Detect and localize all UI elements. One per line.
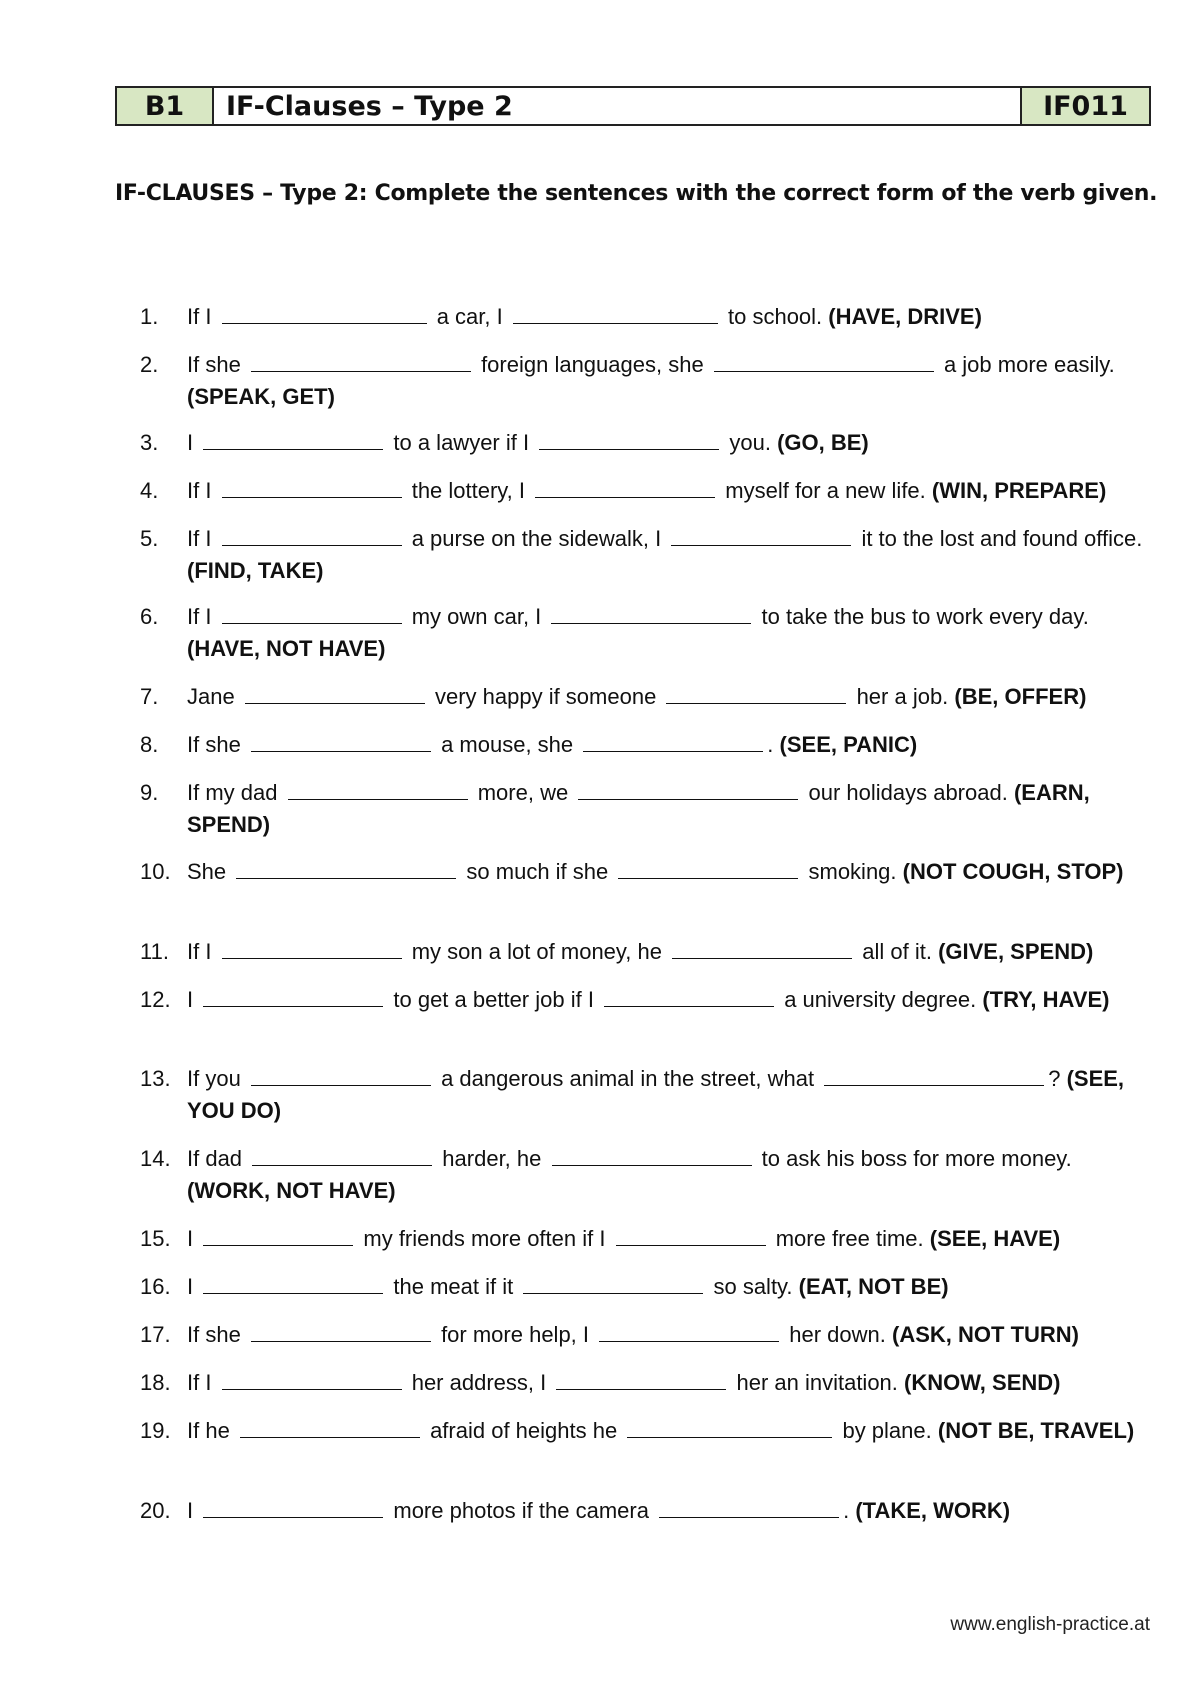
- sentence-part: more free time.: [775, 1226, 924, 1251]
- sentence-part: by plane.: [842, 1418, 932, 1443]
- sentence-part: harder, he: [442, 1146, 542, 1171]
- answer-blank[interactable]: [203, 1229, 353, 1246]
- sentence-part: a dangerous animal in the street, what: [441, 1066, 815, 1091]
- answer-blank[interactable]: [251, 1069, 431, 1086]
- sentence-part: the lottery, I: [411, 478, 526, 503]
- sentence-part: If I: [187, 604, 212, 629]
- exercise-item: [140, 475, 1150, 507]
- answer-blank[interactable]: [222, 607, 402, 624]
- sentence-part: If I: [187, 526, 212, 551]
- item-number: 11.: [140, 939, 169, 964]
- answer-blank[interactable]: [556, 1373, 726, 1390]
- sentence-part: .: [843, 1498, 850, 1523]
- sentence-part: She: [187, 859, 227, 884]
- sentence-part: so salty.: [713, 1274, 793, 1299]
- exercise-item: [140, 984, 1150, 1016]
- item-number: 18.: [140, 1370, 171, 1395]
- sentence-part: If she: [187, 732, 241, 757]
- sentence-part: If she: [187, 1322, 241, 1347]
- sentence-part: I: [187, 1498, 194, 1523]
- answer-blank[interactable]: [245, 687, 425, 704]
- answer-blank[interactable]: [222, 1373, 402, 1390]
- answer-blank[interactable]: [551, 607, 751, 624]
- item-sentence: [187, 1367, 1150, 1399]
- sentence-part: her down.: [789, 1322, 886, 1347]
- verb-hint: (HAVE, NOT HAVE): [187, 636, 386, 661]
- item-sentence: [187, 523, 1150, 587]
- verb-hint: (TAKE, WORK): [855, 1498, 1011, 1523]
- item-number: 7.: [140, 684, 159, 709]
- item-number: 19.: [140, 1418, 171, 1443]
- exercise-item: [140, 1271, 1150, 1303]
- exercise-item: [140, 301, 1150, 333]
- sentence-part: a mouse, she: [441, 732, 574, 757]
- worksheet-code: IF011: [1022, 88, 1149, 124]
- answer-blank[interactable]: [288, 783, 468, 800]
- sentence-part: I: [187, 1274, 194, 1299]
- sentence-part: more photos if the camera: [393, 1498, 649, 1523]
- sentence-part: smoking.: [808, 859, 897, 884]
- sentence-part: for more help, I: [441, 1322, 590, 1347]
- sentence-part: our holidays abroad.: [808, 780, 1008, 805]
- answer-blank[interactable]: [604, 990, 774, 1007]
- item-number: 10.: [140, 859, 171, 884]
- item-number: 15.: [140, 1226, 171, 1251]
- item-number: 3.: [140, 430, 159, 455]
- exercise-item: [140, 1415, 1150, 1447]
- item-sentence: [187, 1223, 1150, 1255]
- answer-blank[interactable]: [616, 1229, 766, 1246]
- exercise-item: [140, 1367, 1150, 1399]
- item-sentence: [187, 777, 1150, 841]
- verb-hint: (EAT, NOT BE): [798, 1274, 949, 1299]
- answer-blank[interactable]: [539, 433, 719, 450]
- sentence-part: .: [767, 732, 774, 757]
- answer-blank[interactable]: [222, 481, 402, 498]
- item-number: 8.: [140, 732, 159, 757]
- answer-blank[interactable]: [552, 1149, 752, 1166]
- sentence-part: If dad: [187, 1146, 243, 1171]
- item-number: 20.: [140, 1498, 171, 1523]
- answer-blank[interactable]: [240, 1421, 420, 1438]
- verb-hint: (GO, BE): [777, 430, 869, 455]
- sentence-part: If I: [187, 478, 212, 503]
- sentence-part: it to the lost and found office.: [861, 526, 1143, 551]
- verb-hint: (BE, OFFER): [954, 684, 1087, 709]
- exercise-item: [140, 1223, 1150, 1255]
- sentence-part: If I: [187, 304, 212, 329]
- item-sentence: [187, 1415, 1150, 1447]
- verb-hint: (GIVE, SPEND): [938, 939, 1094, 964]
- verb-hint: (WIN, PREPARE): [931, 478, 1107, 503]
- sentence-part: I: [187, 987, 194, 1012]
- sentence-part: my own car, I: [411, 604, 542, 629]
- sentence-part: foreign languages, she: [481, 352, 704, 377]
- worksheet-header: [115, 86, 1151, 126]
- answer-blank[interactable]: [523, 1277, 703, 1294]
- verb-hint: (SPEAK, GET): [187, 384, 335, 409]
- sentence-part: to a lawyer if I: [393, 430, 530, 455]
- exercise-item: [140, 349, 1150, 413]
- sentence-part: I: [187, 1226, 194, 1251]
- exercise-item: [140, 777, 1150, 841]
- answer-blank[interactable]: [578, 783, 798, 800]
- answer-blank[interactable]: [203, 1501, 383, 1518]
- answer-blank[interactable]: [251, 1325, 431, 1342]
- item-number: 13.: [140, 1066, 171, 1091]
- sentence-part: If I: [187, 1370, 212, 1395]
- answer-blank[interactable]: [222, 942, 402, 959]
- answer-blank[interactable]: [203, 1277, 383, 1294]
- sentence-part: to ask his boss for more money.: [761, 1146, 1072, 1171]
- verb-hint: (KNOW, SEND): [904, 1370, 1061, 1395]
- exercise-item: [140, 1319, 1150, 1351]
- exercise-item: [140, 1495, 1150, 1527]
- sentence-part: a car, I: [436, 304, 503, 329]
- item-sentence: [187, 1271, 1150, 1303]
- exercise-item: [140, 601, 1150, 665]
- sentence-part: the meat if it: [393, 1274, 514, 1299]
- item-number: 14.: [140, 1146, 171, 1171]
- sentence-part: all of it.: [862, 939, 932, 964]
- exercise-item: [140, 681, 1150, 713]
- answer-blank[interactable]: [203, 990, 383, 1007]
- item-sentence: [187, 1319, 1150, 1351]
- answer-blank[interactable]: [252, 1149, 432, 1166]
- answer-blank[interactable]: [236, 862, 456, 879]
- sentence-part: to school.: [728, 304, 823, 329]
- sentence-part: more, we: [477, 780, 569, 805]
- exercise-item: [140, 523, 1150, 587]
- exercise-item: [140, 729, 1150, 761]
- item-sentence: [187, 936, 1150, 968]
- answer-blank[interactable]: [666, 687, 846, 704]
- exercise-item: [140, 1143, 1150, 1207]
- item-number: 5.: [140, 526, 159, 551]
- sentence-part: afraid of heights he: [430, 1418, 618, 1443]
- worksheet-title: IF-Clauses – Type 2: [214, 88, 1022, 124]
- sentence-part: Jane: [187, 684, 235, 709]
- answer-blank[interactable]: [513, 307, 718, 324]
- sentence-part: a purse on the sidewalk, I: [411, 526, 662, 551]
- answer-blank[interactable]: [599, 1325, 779, 1342]
- answer-blank[interactable]: [203, 433, 383, 450]
- item-number: 12.: [140, 987, 171, 1012]
- exercise-item: [140, 936, 1150, 968]
- item-sentence: [187, 729, 1150, 761]
- exercise-item: [140, 1063, 1150, 1127]
- item-sentence: [187, 1495, 1150, 1527]
- sentence-part: If my dad: [187, 780, 278, 805]
- item-number: 2.: [140, 352, 159, 377]
- item-sentence: [187, 601, 1150, 665]
- sentence-part: If he: [187, 1418, 230, 1443]
- answer-blank[interactable]: [222, 307, 427, 324]
- item-number: 17.: [140, 1322, 171, 1347]
- footer-website: www.english-practice.at: [950, 1614, 1150, 1635]
- sentence-part: her an invitation.: [736, 1370, 898, 1395]
- sentence-part: myself for a new life.: [725, 478, 926, 503]
- verb-hint: (SEE, PANIC): [779, 732, 918, 757]
- verb-hint: (TRY, HAVE): [982, 987, 1110, 1012]
- sentence-part: to get a better job if I: [393, 987, 594, 1012]
- sentence-part: my friends more often if I: [363, 1226, 606, 1251]
- item-sentence: [187, 1143, 1150, 1207]
- answer-blank[interactable]: [672, 942, 852, 959]
- sentence-part: ?: [1048, 1066, 1061, 1091]
- item-number: 9.: [140, 780, 159, 805]
- answer-blank[interactable]: [671, 529, 851, 546]
- answer-blank[interactable]: [824, 1069, 1044, 1086]
- item-number: 6.: [140, 604, 159, 629]
- sentence-part: so much if she: [466, 859, 609, 884]
- verb-hint: (SEE, YOU DO): [187, 1066, 1125, 1123]
- item-sentence: [187, 984, 1150, 1016]
- item-sentence: [187, 349, 1150, 413]
- answer-blank[interactable]: [659, 1501, 839, 1518]
- sentence-part: to take the bus to work every day.: [761, 604, 1089, 629]
- answer-blank[interactable]: [222, 529, 402, 546]
- verb-hint: (WORK, NOT HAVE): [187, 1178, 396, 1203]
- verb-hint: (NOT BE, TRAVEL): [937, 1418, 1135, 1443]
- verb-hint: (NOT COUGH, STOP): [902, 859, 1124, 884]
- sentence-part: very happy if someone: [434, 684, 657, 709]
- level-badge: B1: [117, 88, 214, 124]
- item-number: 16.: [140, 1274, 171, 1299]
- instruction-text: IF-CLAUSES – Type 2: Complete the sentences with the correct form of the verb given.: [115, 181, 1158, 206]
- item-sentence: [187, 681, 1150, 713]
- sentence-part: her a job.: [856, 684, 949, 709]
- item-number: 1.: [140, 304, 159, 329]
- verb-hint: (EARN, SPEND): [187, 780, 1090, 837]
- sentence-part: a job more easily.: [943, 352, 1115, 377]
- answer-blank[interactable]: [583, 735, 763, 752]
- item-sentence: [187, 301, 1150, 333]
- item-sentence: [187, 856, 1150, 888]
- item-number: 4.: [140, 478, 159, 503]
- exercise-item: [140, 427, 1150, 459]
- verb-hint: (FIND, TAKE): [187, 558, 324, 583]
- answer-blank[interactable]: [627, 1421, 832, 1438]
- sentence-part: her address, I: [411, 1370, 547, 1395]
- sentence-part: my son a lot of money, he: [411, 939, 662, 964]
- verb-hint: (ASK, NOT TURN): [892, 1322, 1079, 1347]
- exercise-item: [140, 856, 1150, 888]
- verb-hint: (SEE, HAVE): [929, 1226, 1061, 1251]
- item-sentence: [187, 427, 1150, 459]
- answer-blank[interactable]: [618, 862, 798, 879]
- sentence-part: I: [187, 430, 194, 455]
- answer-blank[interactable]: [535, 481, 715, 498]
- verb-hint: (HAVE, DRIVE): [828, 304, 982, 329]
- sentence-part: If I: [187, 939, 212, 964]
- answer-blank[interactable]: [714, 355, 934, 372]
- sentence-part: you.: [729, 430, 771, 455]
- answer-blank[interactable]: [251, 355, 471, 372]
- sentence-part: If you: [187, 1066, 241, 1091]
- sentence-part: If she: [187, 352, 241, 377]
- item-sentence: [187, 475, 1150, 507]
- item-sentence: [187, 1063, 1150, 1127]
- answer-blank[interactable]: [251, 735, 431, 752]
- sentence-part: a university degree.: [784, 987, 977, 1012]
